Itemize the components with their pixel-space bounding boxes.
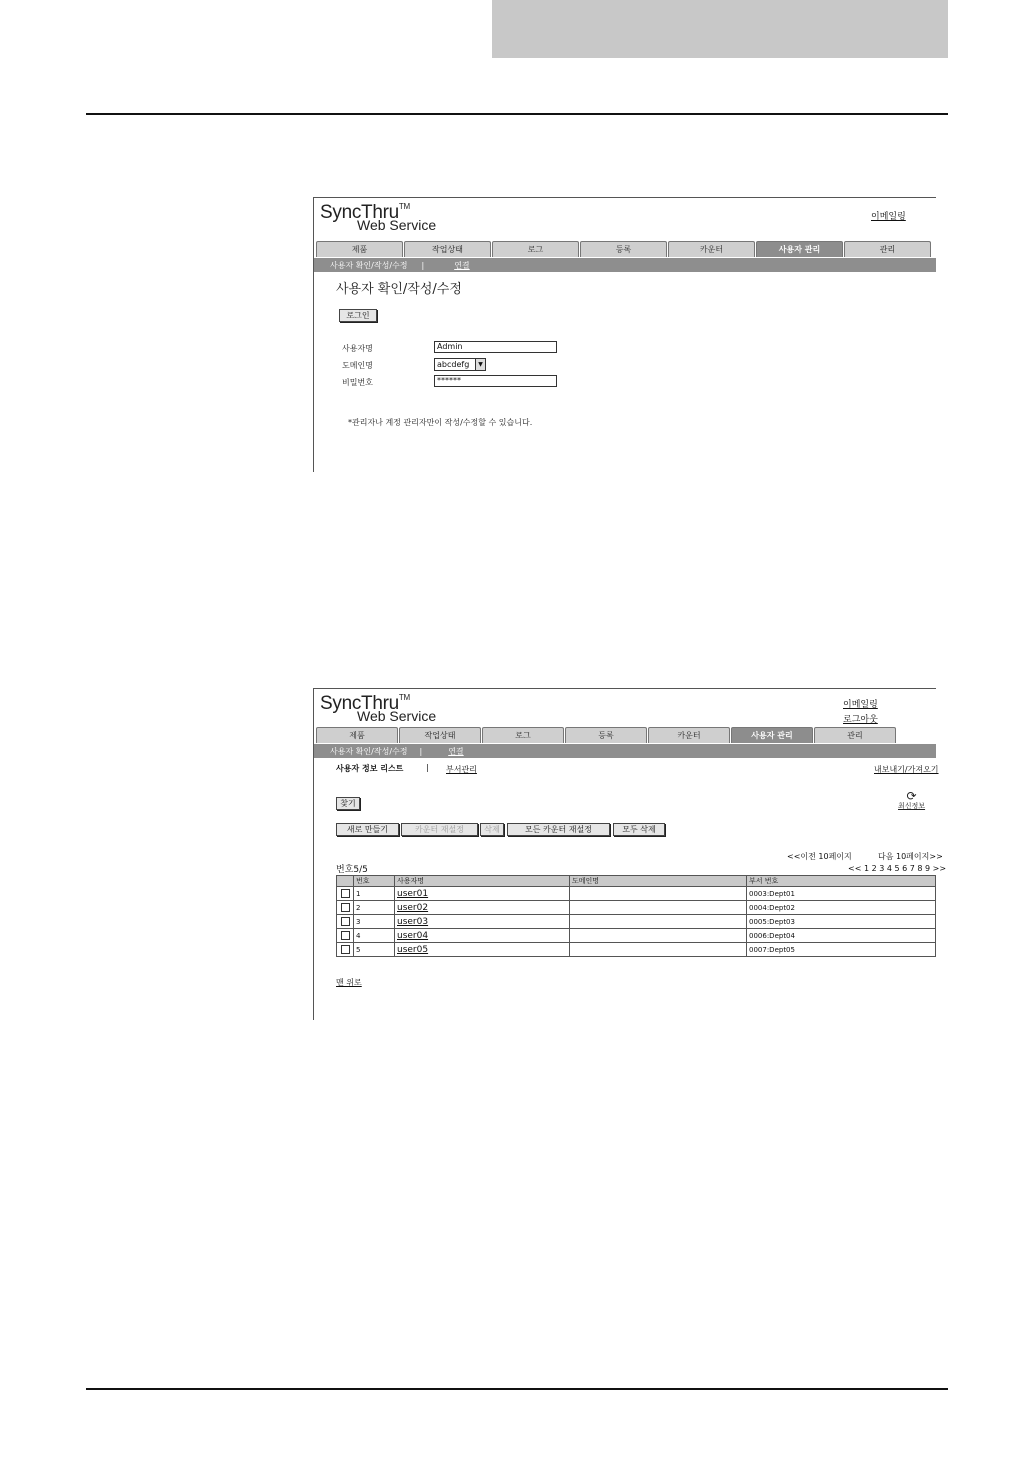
row-domain (570, 929, 747, 943)
tab-admin[interactable]: 관리 (814, 727, 896, 743)
page-numbers[interactable]: << 1 2 3 4 5 6 7 8 9 >> (848, 864, 947, 873)
row-number: 5 (354, 943, 395, 957)
next-10-pages-link[interactable]: 다음 10페이지>> (878, 852, 943, 861)
refresh-label: 최신정보 (898, 802, 926, 810)
table-header-row (337, 876, 936, 887)
export-import-link[interactable]: 내보내기/가져오기 (874, 765, 939, 774)
syncthru-logo: SyncThru™ Web Service (320, 693, 437, 724)
user-table (336, 875, 936, 957)
row-number: 3 (354, 915, 395, 929)
tab-user-management[interactable]: 사용자 관리 (756, 241, 843, 257)
tab-department-manage[interactable]: 부서관리 (446, 765, 477, 774)
subnav-link[interactable]: 연결 (448, 746, 464, 756)
tab-registration[interactable]: 등록 (580, 241, 667, 257)
subnav-separator: | (421, 260, 425, 270)
subnav-separator: | (419, 746, 423, 756)
row-number: 2 (354, 901, 395, 915)
tab-log[interactable]: 로그 (482, 727, 564, 743)
row-checkbox[interactable] (341, 889, 350, 898)
row-dept: 0003:Dept01 (747, 887, 936, 901)
username-link[interactable]: user03 (397, 916, 429, 927)
main-tabbar (316, 241, 932, 258)
tab-admin[interactable]: 관리 (844, 241, 931, 257)
password-label: 비밀번호 (342, 378, 373, 387)
header-checkbox-col (337, 876, 354, 887)
row-domain (570, 915, 747, 929)
header-gray-block (492, 0, 948, 58)
logout-link[interactable]: 로그아웃 (843, 715, 878, 725)
row-domain (570, 901, 747, 915)
tab-product[interactable]: 제품 (316, 727, 398, 743)
admin-note: *관리자나 계정 관리자만이 작성/수정할 수 있습니다. (348, 418, 533, 427)
password-field[interactable]: ****** (434, 375, 557, 387)
main-tabbar (316, 727, 897, 744)
screenshot-user-list (313, 688, 947, 1020)
username-link[interactable]: user05 (397, 944, 429, 955)
table-row (337, 887, 936, 901)
row-dept: 0007:Dept05 (747, 943, 936, 957)
table-row (337, 929, 936, 943)
back-to-top-link[interactable]: 맨 위로 (336, 978, 362, 987)
username-link[interactable]: user01 (397, 888, 429, 899)
row-domain (570, 887, 747, 901)
header-username: 사용자명 (395, 876, 570, 887)
row-checkbox[interactable] (341, 931, 350, 940)
tab-registration[interactable]: 등록 (565, 727, 647, 743)
email-link[interactable]: 이메일링 (843, 700, 878, 710)
bottom-rule (86, 1388, 948, 1390)
username-field[interactable]: Admin (434, 341, 557, 353)
header-number: 번호 (354, 876, 395, 887)
delete-button[interactable]: 삭제 (480, 823, 504, 836)
tab-counter[interactable]: 카운터 (668, 241, 755, 257)
row-dept: 0006:Dept04 (747, 929, 936, 943)
email-link[interactable]: 이메일링 (871, 212, 906, 222)
tab-log[interactable]: 로그 (492, 241, 579, 257)
domain-label: 도메인명 (342, 361, 373, 370)
row-dept: 0004:Dept02 (747, 901, 936, 915)
table-row (337, 915, 936, 929)
sub-navbar (314, 258, 936, 272)
table-row (337, 943, 936, 957)
find-button[interactable]: 찾기 (336, 797, 360, 810)
row-dept: 0005:Dept03 (747, 915, 936, 929)
row-number: 1 (354, 887, 395, 901)
login-button[interactable]: 로그인 (339, 309, 377, 322)
header-domain: 도메인명 (570, 876, 747, 887)
prev-10-pages-link[interactable]: <<이전 10페이지 (787, 852, 852, 861)
tab-product[interactable]: 제품 (316, 241, 403, 257)
username-link[interactable]: user04 (397, 930, 429, 941)
tab-user-info-list[interactable]: 사용자 정보 리스트 (336, 764, 404, 773)
screenshot-login (313, 197, 936, 472)
username-link[interactable]: user02 (397, 902, 429, 913)
delete-all-button[interactable]: 모두 삭제 (613, 823, 665, 836)
row-checkbox[interactable] (341, 945, 350, 954)
header-dept-number: 부서 번호 (747, 876, 936, 887)
subnav-link[interactable]: 연결 (454, 260, 470, 270)
domain-select[interactable] (434, 358, 486, 371)
row-checkbox[interactable] (341, 917, 350, 926)
record-count: 번호5/5 (336, 865, 368, 875)
subnav-user-manage[interactable]: 사용자 확인/작성/수정 (330, 260, 408, 270)
reset-counter-button[interactable]: 카운터 재설정 (401, 823, 478, 836)
syncthru-logo: SyncThru™ Web Service (320, 202, 437, 233)
tab-counter[interactable]: 카운터 (648, 727, 730, 743)
username-label: 사용자명 (342, 344, 373, 353)
tab-job-status[interactable]: 작업상태 (404, 241, 491, 257)
reset-all-counters-button[interactable]: 모든 카운터 재설정 (507, 823, 610, 836)
refresh-button[interactable] (898, 791, 925, 811)
create-new-button[interactable]: 새로 만들기 (336, 823, 399, 836)
sub-navbar (314, 744, 936, 758)
refresh-icon: ⟳ (906, 789, 917, 803)
page-title: 사용자 확인/작성/수정 (336, 282, 462, 297)
row-number: 4 (354, 929, 395, 943)
top-rule (86, 113, 948, 115)
domain-select-value: abcdefg (437, 360, 470, 369)
row-checkbox[interactable] (341, 903, 350, 912)
row-domain (570, 943, 747, 957)
subnav-user-manage[interactable]: 사용자 확인/작성/수정 (330, 746, 408, 756)
chevron-down-icon[interactable]: ▼ (475, 359, 485, 370)
tab-job-status[interactable]: 작업상태 (399, 727, 481, 743)
table-row (337, 901, 936, 915)
section-separator: | (426, 763, 429, 772)
tab-user-management[interactable]: 사용자 관리 (731, 727, 813, 743)
